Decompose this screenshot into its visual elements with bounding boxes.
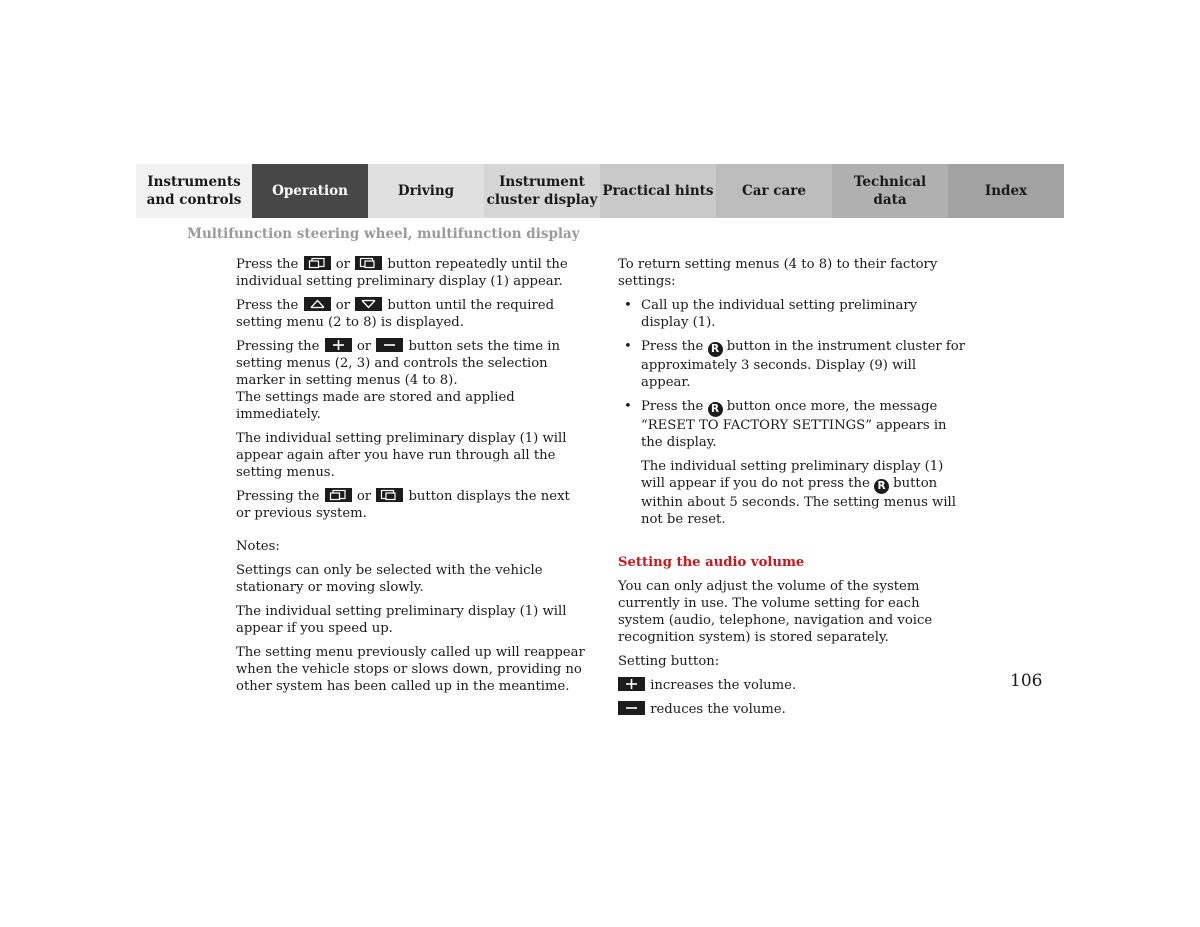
- plus-icon: [325, 338, 352, 352]
- scroll-down-icon: [355, 297, 382, 311]
- factory-reset-steps: [618, 297, 968, 451]
- text: or: [331, 257, 355, 272]
- volume-decrease-line: [618, 701, 968, 718]
- note-2: The individual setting preliminary display (1) will appear if you speed up.: [236, 604, 567, 636]
- paragraph-menu-select: [236, 297, 586, 331]
- audio-volume-heading: Setting the audio volume: [618, 555, 805, 570]
- step-3: [618, 398, 968, 451]
- text: reduces the volume.: [646, 702, 786, 717]
- tab-index[interactable]: [948, 164, 1064, 218]
- tab-label: Operation: [272, 183, 348, 199]
- tab-label-line1: Instrument: [499, 174, 585, 190]
- scroll-up-icon: [304, 297, 331, 311]
- step-2: [618, 338, 968, 391]
- tab-label-line2: data: [873, 192, 907, 208]
- tab-label-line2: and controls: [146, 192, 242, 208]
- factory-reset-intro: To return setting menus (4 to 8) to their factory settings:: [618, 257, 938, 289]
- text: The individual setting preliminary display (1) will appear if you do not press the: [641, 459, 944, 491]
- step-1: • Call up the individual setting preliminary display (1).: [618, 297, 968, 331]
- tab-instruments-and-controls[interactable]: [136, 164, 252, 218]
- setting-button-label: Setting button:: [618, 654, 720, 669]
- audio-volume-text: You can only adjust the volume of the system currently in use. The volume setting for each system (audio, telephone, navigation and voice recognition system) is stored separately.: [618, 579, 933, 645]
- tab-label: [147, 173, 242, 209]
- reset-r-icon: R: [874, 479, 889, 494]
- previous-system-icon: [355, 256, 382, 270]
- text: button repeatedly until the individual setting preliminary display (1) appear.: [236, 257, 568, 289]
- minus-icon: [618, 701, 645, 715]
- right-column: [618, 256, 968, 725]
- note-3: The setting menu previously called up will reappear when the vehicle stops or slows down, providing no other system has been called up in the meantime.: [236, 645, 585, 694]
- tab-label: Driving: [397, 183, 455, 199]
- page-number: 106: [1010, 671, 1043, 691]
- tab-car-care[interactable]: [716, 164, 832, 218]
- text: or: [352, 339, 376, 354]
- text: Press the: [641, 339, 708, 354]
- section-title: Multifunction steering wheel, multifunction display: [187, 226, 580, 242]
- tab-label-line2: cluster display: [486, 192, 598, 208]
- plus-icon: [618, 677, 645, 691]
- tab-label: [854, 173, 926, 209]
- text: button once more, the message “RESET TO FACTORY SETTINGS” appears in the display.: [641, 399, 947, 450]
- tab-instrument-cluster-display[interactable]: [484, 164, 600, 218]
- reset-r-icon: R: [708, 342, 723, 357]
- text: button sets the time in setting menus (2, 3) and controls the selection marker in setting menus (4 to 8).: [236, 339, 560, 388]
- next-system-icon: [325, 488, 352, 502]
- tab-label: Index: [984, 183, 1028, 199]
- text: button in the instrument cluster for approximately 3 seconds. Display (9) will appear.: [641, 339, 966, 390]
- tab-operation[interactable]: [252, 164, 368, 218]
- paragraph-system-select: [236, 256, 586, 290]
- text: button displays the next or previous system.: [236, 489, 570, 521]
- paragraph-preliminary-display: The individual setting preliminary display (1) will appear again after you have run through all the setting menus.: [236, 431, 567, 480]
- previous-system-icon: [376, 488, 403, 502]
- text: increases the volume.: [646, 678, 797, 693]
- text: button within about 5 seconds. The setting menus will not be reset.: [641, 476, 956, 527]
- tab-technical-data[interactable]: [832, 164, 948, 218]
- left-column: [236, 256, 586, 702]
- tab-label-line1: Technical: [853, 174, 927, 190]
- next-system-icon: [304, 256, 331, 270]
- paragraph-time-setting: [236, 338, 586, 423]
- tab-label: Practical hints: [602, 183, 714, 199]
- tab-label-line1: Instruments: [147, 174, 241, 190]
- text: Press the: [236, 298, 303, 313]
- text: Press the: [236, 257, 303, 272]
- text: The settings made are stored and applied immediately.: [236, 390, 515, 422]
- text: Pressing the: [236, 489, 324, 504]
- factory-reset-timeout-note: [618, 458, 968, 528]
- text: or: [331, 298, 355, 313]
- text: button until the required setting menu (2 to 8) is displayed.: [236, 298, 555, 330]
- volume-increase-line: [618, 677, 968, 694]
- tab-driving[interactable]: [368, 164, 484, 218]
- tab-label: [487, 173, 598, 209]
- reset-r-icon: R: [708, 402, 723, 417]
- text: Pressing the: [236, 339, 324, 354]
- minus-icon: [376, 338, 403, 352]
- notes-label: Notes:: [236, 539, 280, 554]
- paragraph-next-previous-system: [236, 488, 586, 522]
- note-1: Settings can only be selected with the vehicle stationary or moving slowly.: [236, 563, 543, 595]
- tab-label: Car care: [742, 183, 806, 199]
- text: Press the: [641, 399, 708, 414]
- text: or: [352, 489, 376, 504]
- chapter-tab-bar: [136, 164, 1065, 218]
- tab-practical-hints[interactable]: [600, 164, 716, 218]
